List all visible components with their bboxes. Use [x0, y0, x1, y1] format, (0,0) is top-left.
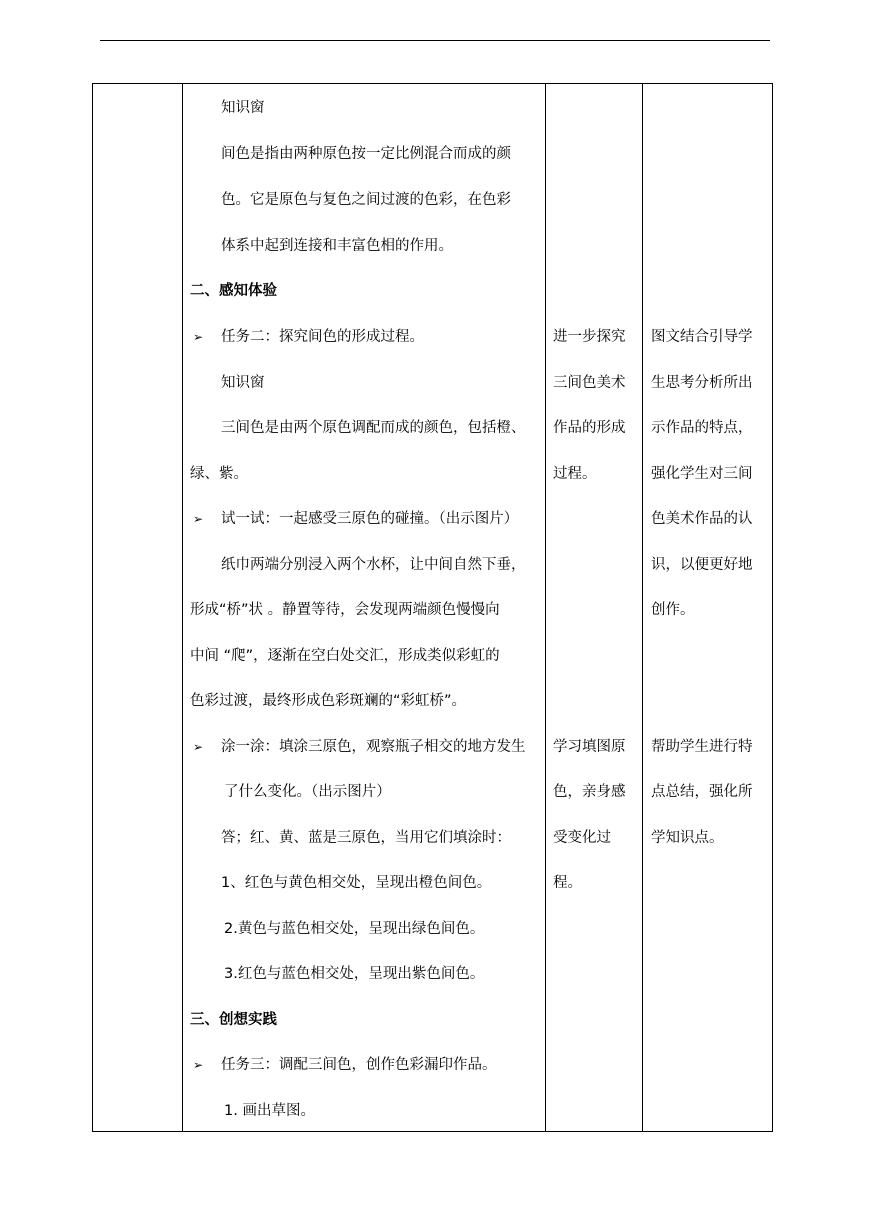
column-divider	[642, 84, 643, 1131]
design-intent-line: 图文结合引导学	[651, 329, 753, 345]
knowledge-window-heading: 知识窗	[221, 375, 265, 391]
try-line: 试一试：一起感受三原色的碰撞。（出示图片）	[221, 511, 519, 527]
paragraph-line: 体系中起到连接和丰富色相的作用。	[221, 238, 453, 254]
knowledge-window-heading: 知识窗	[221, 100, 265, 116]
column-divider	[545, 84, 546, 1131]
header-rule	[100, 40, 770, 41]
answer-item: 1、红色与黄色相交处，呈现出橙色间色。	[221, 875, 492, 891]
task-3-line: 任务三：调配三间色，创作色彩漏印作品。	[221, 1057, 497, 1073]
design-intent-line: 帮助学生进行特	[651, 739, 753, 755]
design-intent-line: 色美术作品的认	[651, 511, 753, 527]
paragraph-line: 间色是指由两种原色按一定比例混合而成的颜	[221, 146, 511, 162]
design-intent-line: 识，以便更好地	[651, 557, 753, 573]
paragraph-line: 色彩过渡，最终形成色彩斑斓的“彩虹桥”。	[190, 693, 467, 709]
paragraph-line: 色。它是原色与复色之间过渡的色彩，在色彩	[221, 192, 511, 208]
paragraph-line: 中间 “爬”，逐渐在空白处交汇，形成类似彩虹的	[190, 648, 500, 664]
section-heading-2: 二、感知体验	[190, 283, 277, 299]
column-divider	[182, 84, 183, 1131]
student-activity-line: 受变化过	[553, 830, 611, 846]
arrow-bullet-icon: ➢	[193, 512, 204, 526]
student-activity-line: 进一步探究	[553, 329, 626, 345]
paint-line: 了什么变化。（出示图片）	[224, 784, 391, 800]
student-activity-line: 过程。	[553, 466, 597, 482]
student-activity-line: 三间色美术	[553, 375, 626, 391]
design-intent-line: 点总结，强化所	[651, 784, 753, 800]
design-intent-line: 示作品的特点，	[651, 420, 753, 436]
arrow-bullet-icon: ➢	[193, 740, 204, 754]
student-activity-line: 程。	[553, 875, 582, 891]
arrow-bullet-icon: ➢	[193, 330, 204, 344]
student-activity-line: 学习填图原	[553, 739, 626, 755]
student-activity-line: 作品的形成	[553, 420, 626, 436]
answer-item: 2.黄色与蓝色相交处，呈现出绿色间色。	[224, 921, 485, 937]
paragraph-line: 形成“桥”状 。静置等待，会发现两端颜色慢慢向	[190, 602, 500, 618]
task-2-line: 任务二：探究间色的形成过程。	[221, 329, 424, 345]
paragraph-line: 纸巾两端分别浸入两个水杯，让中间自然下垂，	[221, 557, 526, 573]
answer-line: 答；红、黄、蓝是三原色，当用它们填涂时：	[221, 830, 511, 846]
step-line: 1. 画出草图。	[224, 1103, 315, 1119]
design-intent-line: 生思考分析所出	[651, 375, 753, 391]
paint-line: 涂一涂：填涂三原色，观察瓶子相交的地方发生	[221, 739, 526, 755]
section-heading-3: 三、创想实践	[190, 1012, 277, 1028]
paragraph-line: 三间色是由两个原色调配而成的颜色，包括橙、	[221, 420, 526, 436]
student-activity-line: 色，亲身感	[553, 784, 626, 800]
design-intent-line: 创作。	[651, 602, 695, 618]
design-intent-line: 学知识点。	[651, 830, 724, 846]
design-intent-line: 强化学生对三间	[651, 466, 753, 482]
arrow-bullet-icon: ➢	[193, 1058, 204, 1072]
paragraph-line: 绿、紫。	[190, 466, 248, 482]
answer-item: 3.红色与蓝色相交处，呈现出紫色间色。	[224, 966, 485, 982]
